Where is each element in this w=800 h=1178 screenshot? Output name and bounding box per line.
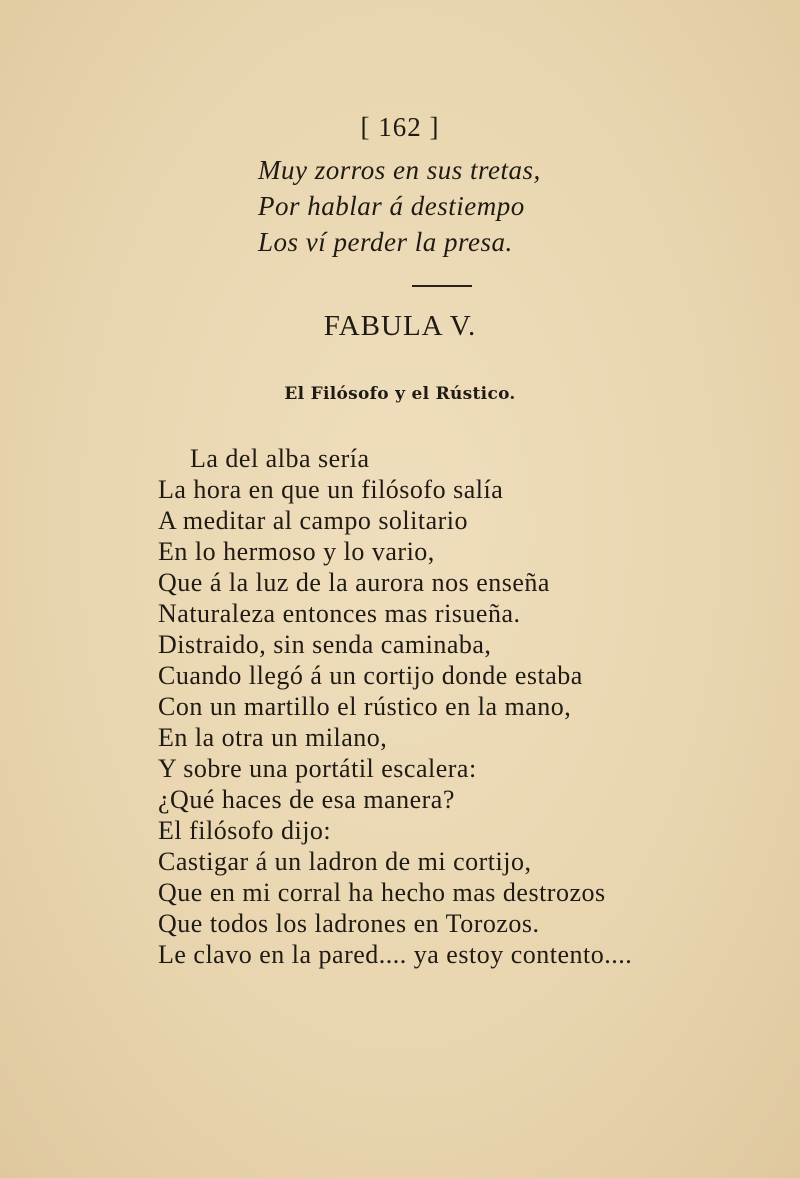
section-divider [412,285,472,287]
poem-line: Castigar á un ladron de mi cortijo, [158,847,532,876]
poem-line: Que á la luz de la aurora nos enseña [158,568,550,597]
poem-line: Con un martillo el rústico en la mano, [158,692,572,721]
poem-line: Naturaleza entonces mas risueña. [158,599,521,628]
poem-line: ¿Qué haces de esa manera? [158,785,455,814]
poem-line: Le clavo en la pared.... ya estoy contento.... [158,940,633,969]
poem-line: A meditar al campo solitario [158,506,469,535]
poem-line: Cuando llegó á un cortijo donde estaba [158,661,583,690]
fable-subtitle: El Filósofo y el Rústico. [284,384,516,404]
fable-title: FABULA V. [323,310,477,342]
poem-line: La del alba sería [190,444,370,473]
fable-poem [158,443,632,970]
poem-line: Y sobre una portátil escalera: [158,754,477,783]
intro-line: Los ví perder la presa. [258,227,513,257]
poem-line: Que todos los ladrones en Torozos. [158,909,540,938]
intro-line: Por hablar á destiempo [258,191,525,221]
poem-line: Que en mi corral ha hecho mas destrozos [158,878,606,907]
intro-line: Muy zorros en sus tretas, [258,155,541,185]
poem-line: El filósofo dijo: [158,816,332,845]
poem-line: Distraido, sin senda caminaba, [158,630,492,659]
poem-line: En la otra un milano, [158,723,388,752]
poem-line: La hora en que un filósofo salía [158,475,504,504]
intro-verse [258,152,541,260]
poem-line: En lo hermoso y lo vario, [158,537,435,566]
page-number: [ 162 ] [360,112,440,142]
